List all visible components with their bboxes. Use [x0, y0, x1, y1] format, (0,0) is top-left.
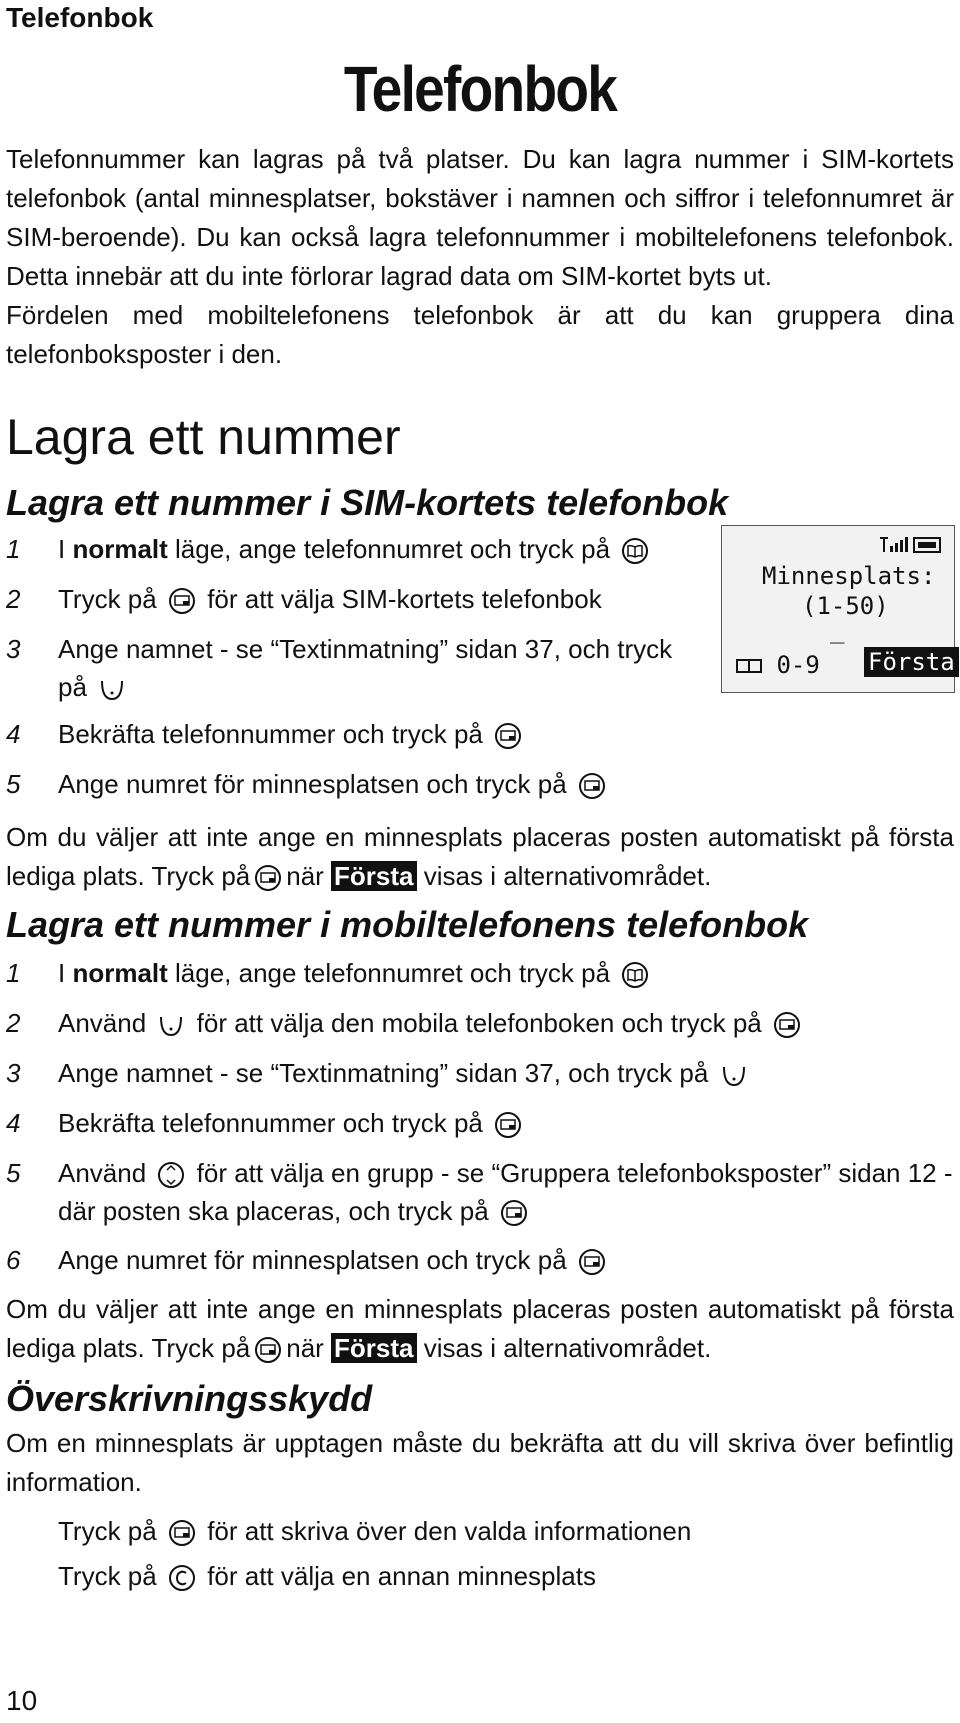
- page-title: Telefonbok: [343, 53, 617, 125]
- softkey-right-icon: [578, 772, 606, 800]
- section-title: Lagra ett nummer: [6, 409, 401, 465]
- mobile-step-2: 2 Använd för att välja den mobila telefonboken och tryck på: [6, 1004, 805, 1042]
- display-line-2: (1-50): [802, 592, 889, 620]
- mobile-step-4: 4 Bekräfta telefonnummer och tryck på: [6, 1104, 526, 1142]
- sim-step-1: 1 I normalt läge, ange telefonnumret och tryck på: [6, 530, 653, 568]
- sim-heading: Lagra ett nummer i SIM-kortets telefonbok: [6, 482, 729, 523]
- mobile-step-3: 3 Ange namnet - se “Textinmatning” sidan 37, och tryck på: [6, 1054, 752, 1092]
- sim-step-4: 4 Bekräfta telefonnummer och tryck på: [6, 715, 526, 753]
- softkey-label-highlight: Första: [331, 1333, 416, 1363]
- intro-line: SIM-beroende). Du kan också lagra telefonnummer i mobiltelefonens telefonbok.: [6, 222, 954, 252]
- softkey-right-icon: [578, 1248, 606, 1276]
- sim-step-2: 2 Tryck på för att välja SIM-kortets telefonbok: [6, 584, 602, 614]
- mobile-note: Om du väljer att inte ange en minnesplats placeras posten automatiskt på första lediga plats. Tryck på när Första visas i alternativområdet.: [6, 1294, 954, 1363]
- sim-note: Om du väljer att inte ange en minnesplats placeras posten automatiskt på första lediga plats. Tryck på när Första visas i alternativområdet.: [6, 822, 954, 891]
- mobile-step-1: 1 I normalt läge, ange telefonnumret och tryck på: [6, 954, 653, 992]
- scroll-down-key-icon: [98, 675, 126, 703]
- phonebook-mode-icon: [736, 658, 762, 674]
- running-header: Telefonbok: [6, 2, 154, 33]
- phone-display: [721, 525, 955, 693]
- intro-line: telefonboksposter i den.: [6, 339, 283, 369]
- softkey-right-icon: [494, 1111, 522, 1139]
- display-line-1: Minnesplats:: [762, 562, 936, 590]
- sim-step-3: 3 Ange namnet - se “Textinmatning” sidan 37, och tryck: [6, 634, 673, 664]
- mobile-step-6: 6 Ange numret för minnesplatsen och tryck på: [6, 1241, 610, 1279]
- intro-paragraph-2: [6, 296, 954, 374]
- softkey-right-icon: [254, 864, 282, 892]
- display-input-mode: 0-9: [736, 651, 820, 679]
- softkey-right-icon: [168, 1519, 196, 1547]
- overwrite-heading: Överskrivningsskydd: [6, 1378, 373, 1419]
- clear-key-icon: [168, 1564, 196, 1592]
- overwrite-paragraph: Om en minnesplats är upptagen måste du bekräfta att du vill skriva över befintlig information.: [6, 1428, 954, 1497]
- intro-line: Telefonnummer kan lagras på två platser. Du kan lagra nummer i SIM-kortets: [6, 144, 954, 174]
- display-cursor: _: [830, 616, 845, 644]
- softkey-right-icon: [254, 1336, 282, 1364]
- sim-step-5: 5 Ange numret för minnesplatsen och tryck på: [6, 765, 610, 803]
- phonebook-key-icon: [621, 961, 649, 989]
- intro-line: Fördelen med mobiltelefonens telefonbok är att du kan gruppera dina: [6, 300, 954, 330]
- display-softkey-label: Första: [864, 647, 959, 677]
- softkey-right-icon: [773, 1011, 801, 1039]
- overwrite-action-cancel: Tryck på för att välja en annan minnesplats: [58, 1561, 596, 1591]
- intro-line: Detta innebär att du inte förlorar lagrad data om SIM-kortet byts ut.: [6, 261, 772, 291]
- page-number: 10: [6, 1685, 38, 1716]
- softkey-right-icon: [168, 587, 196, 615]
- softkey-right-icon: [494, 722, 522, 750]
- softkey-right-icon: [500, 1199, 528, 1227]
- intro-line: telefonbok (antal minnesplatser, bokstäver i namnen och siffror i telefonnumret är: [6, 183, 954, 213]
- softkey-label-highlight: Första: [331, 861, 416, 891]
- overwrite-action-confirm: Tryck på för att skriva över den valda informationen: [58, 1516, 692, 1546]
- scroll-up-down-key-icon: [157, 1161, 185, 1189]
- sim-step-3-cont: på: [6, 668, 130, 706]
- mobile-step-5-cont: där posten ska placeras, och tryck på: [6, 1192, 532, 1230]
- scroll-down-key-icon: [720, 1061, 748, 1089]
- mobile-heading: Lagra ett nummer i mobiltelefonens telefonbok: [6, 904, 809, 945]
- intro-paragraph: [6, 140, 954, 296]
- scroll-down-key-icon: [157, 1011, 185, 1039]
- mobile-step-5: 5 Använd för att välja en grupp - se “Gruppera telefonboksposter” sidan 12 -: [6, 1158, 953, 1188]
- signal-battery-icon: [878, 536, 944, 554]
- phonebook-key-icon: [621, 537, 649, 565]
